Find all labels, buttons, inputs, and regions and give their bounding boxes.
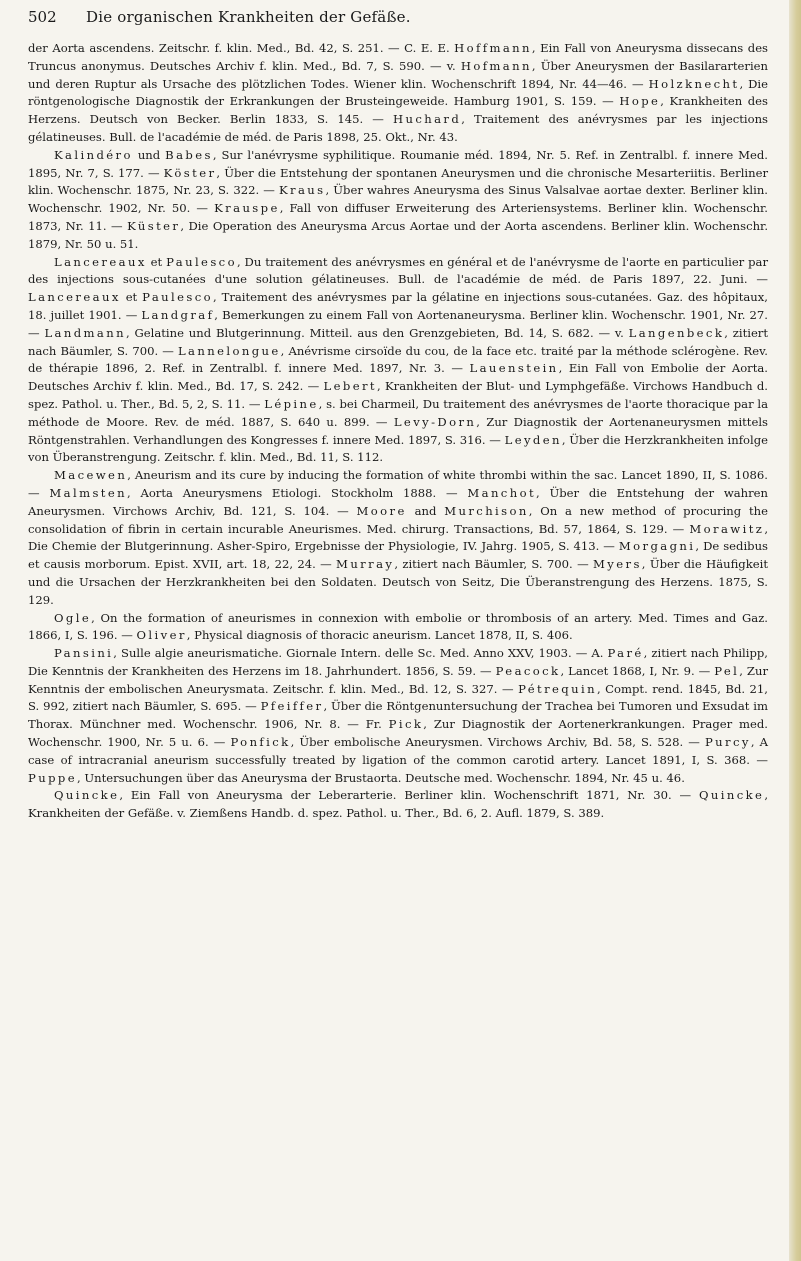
author-name: Huchard bbox=[392, 112, 462, 127]
author-name: Murchison bbox=[444, 503, 529, 518]
author-name: Malmsten bbox=[49, 485, 127, 500]
author-name: Levy-Dorn bbox=[393, 414, 477, 429]
author-name: Lannelongue bbox=[177, 343, 281, 358]
author-name: Oliver bbox=[136, 628, 187, 643]
author-name: Morawitz bbox=[689, 521, 765, 536]
reference-paragraph: Quincke, Ein Fall von Aneurysma der Leberarterie. Berliner klin. Wochenschrift 1871, Nr. 30. — Quincke, Krankheiten der Gefäße. v. Ziemßens Handb. d. spez. Pathol. u. Ther., Bd. 6, 2. Aufl. 1879, S. 389. bbox=[28, 788, 768, 821]
author-name: Lauenstein bbox=[469, 361, 559, 376]
author-name: Moore bbox=[356, 503, 407, 518]
bibliography-text bbox=[28, 40, 768, 823]
author-name: Manchot bbox=[467, 485, 537, 500]
author-name: Lépine bbox=[264, 396, 319, 411]
page-number: 502 bbox=[28, 8, 57, 26]
reference-paragraph: Lancereaux et Paulesco, Du traitement des anévrysmes en général et de l'anévrysme de l'aorte en particulier par des injections sous-cutanées d'une solution gélatineuses. Bull. de l'académie de méd. de Paris 1897, 22. Juni. — Lancereaux et Paulesco, Traitement des anévrysmes par la gélatine en injections sous-cutanées. Gaz. des hôpitaux, 18. juillet 1901. — Landgraf, Bemerkungen zu einem Fall von Aortenaneurysma. Berliner klin. Wochenschr. 1901, Nr. 27. — Landmann, Gelatine und Blutgerinnung. Mitteil. aus den Grenzgebieten, Bd. 14, S. 682. — v. Langenbeck, zitiert nach Bäumler, S. 700. — Lannelongue, Anévrisme cirsoïde du cou, de la face etc. traité par la méthode sclérogène. Rev. de thérapie 1896, 2. Ref. in Zentralbl. f. innere Med. 1897, Nr. 3. — Lauenstein, Ein Fall von Embolie der Aorta. Deutsches Archiv f. klin. Med., Bd. 17, S. 242. — Lebert, Krankheiten der Blut- und Lymphgefäße. Virchows Handbuch d. spez. Pathol. u. Ther., Bd. 5, 2, S. 11. — Lépine, s. bei Charmeil, Du traitement des anévrysmes de l'aorte thoracique par la méthode de Moore. Rev. de méd. 1887, S. 640 u. 899. — Levy-Dorn, Zur Diagnostik der Aortenaneurysmen mittels Röntgenstrahlen. Verhandlungen des Kongresses f. innere Med. 1897, S. 316. — Leyden, Über die Herzkrankheiten infolge von Überanstrengung. Zeitschr. f. klin. Med., Bd. 11, S. 112. bbox=[28, 254, 769, 465]
author-name: Hofmann bbox=[460, 58, 532, 73]
author-name: Pick bbox=[388, 717, 424, 732]
author-name: Lebert bbox=[323, 379, 377, 394]
author-name: Morgagni bbox=[618, 539, 696, 554]
author-name: Murray bbox=[336, 557, 395, 572]
page-edge bbox=[789, 0, 801, 1261]
author-name: Holzknecht bbox=[648, 76, 740, 91]
running-header bbox=[28, 2, 768, 32]
author-name: Krauspe bbox=[214, 201, 280, 216]
author-name: Küster bbox=[127, 218, 181, 233]
author-name: Babes bbox=[165, 147, 213, 162]
author-name: Landgraf bbox=[141, 307, 215, 322]
reference-paragraph: Pansini, Sulle algie aneurismatiche. Giornale Intern. delle Sc. Med. Anno XXV, 1903. — A. Paré, zitiert nach Philipp, Die Kenntnis der Krankheiten des Herzens im 18. Jahrhundert. 1856, S. 59. — Peacock, Lancet 1868, I, Nr. 9. — Pel, Zur Kenntnis der embolischen Aneurysmata. Zeitschr. f. klin. Med., Bd. 12, S. 327. — Pétrequin, Compt. rend. 1845, Bd. 21, S. 992, zitiert nach Bäumler, S. 695. — Pfeiffer, Über die Röntgenuntersuchung der Trachea bei Tumoren und Exsudat im Thorax. Münchner med. Wochenschr. 1906, Nr. 8. — Fr. Pick, Zur Diagnostik der Aortenerkrankungen. Prager med. Wochenschr. 1900, Nr. 5 u. 6. — Ponfick, Über embolische Aneurysmen. Virchows Archiv, Bd. 58, S. 528. — Purcy, A case of intracranial aneurism successfully treated by ligation of the common carotid artery. Lancet 1891, I, S. 368. — Puppe, Untersuchungen über das Aneurysma der Brustaorta. Deutsche med. Wochenschr. 1894, Nr. 45 u. 46. bbox=[28, 646, 769, 785]
reference-paragraph: der Aorta ascendens. Zeitschr. f. klin. Med., Bd. 42, S. 251. — C. E. E. Hoffmann, Ein Fall von Aneurysma dissecans des Truncus anonymus. Deutsches Archiv f. klin. Med., Bd. 7, S. 590. — v. Hofmann, Über Aneurysmen der Basilararterien und deren Ruptur als Ursache des plötzlichen Todes. Wiener klin. Wochenschrift 1894, Nr. 44—46. — Holzknecht, Die röntgenologische Diagnostik der Erkrankungen der Brusteingeweide. Hamburg 1901, S. 159. — Hope, Krankheiten des Herzens. Deutsch von Becker. Berlin 1833, S. 145. — Huchard, Traitement des anévrysmes par les injections gélatineuses. Bull. de l'académie de méd. de Paris 1898, 25. Okt., Nr. 43. bbox=[28, 41, 768, 144]
reference-paragraph: Ogle, On the formation of aneurismes in connexion with embolie or thrombosis of an artery. Med. Times and Gaz. 1866, I, S. 196. — Oliver, Physical diagnosis of thoracic aneurism. Lancet 1878, II, S. 406. bbox=[28, 610, 768, 643]
author-name: Pansini bbox=[54, 646, 114, 661]
author-name: Kalindéro bbox=[54, 147, 133, 162]
author-name: Macewen bbox=[54, 468, 128, 483]
author-name: Pétrequin bbox=[518, 681, 597, 696]
author-name: Myers bbox=[593, 557, 642, 572]
author-name: Paulesco bbox=[142, 290, 213, 305]
author-name: Hope bbox=[619, 94, 661, 109]
author-name: Köster bbox=[163, 165, 217, 180]
author-name: Quincke bbox=[54, 788, 120, 803]
author-name: Peacock bbox=[495, 663, 561, 678]
author-name: Pel bbox=[714, 663, 740, 678]
author-name: Leyden bbox=[504, 432, 562, 447]
author-name: Paulesco bbox=[166, 254, 237, 269]
author-name: Quincke bbox=[698, 788, 765, 803]
author-name: Lancereaux bbox=[54, 254, 147, 269]
author-name: Ponfick bbox=[230, 735, 291, 750]
reference-paragraph: Kalindéro und Babes, Sur l'anévrysme syphilitique. Roumanie méd. 1894, Nr. 5. Ref. in Zentralbl. f. innere Med. 1895, Nr. 7, S. 177. — Köster, Über die Entstehung der spontanen Aneurysmen und die chronische Mesarteriitis. Berliner klin. Wochenschr. 1875, Nr. 23, S. 322. — Kraus, Über wahres Aneurysma des Sinus Valsalvae aortae dexter. Berliner klin. Wochenschr. 1902, Nr. 50. — Krauspe, Fall von diffuser Erweiterung des Arteriensystems. Berliner klin. Wochenschr. 1873, Nr. 11. — Küster, Die Operation des Aneurysma Arcus Aortae und der Aorta ascendens. Berliner klin. Wochenschr. 1879, Nr. 50 u. 51. bbox=[28, 147, 769, 251]
author-name: Langenbeck bbox=[628, 325, 725, 340]
author-name: Pfeiffer bbox=[260, 699, 324, 714]
author-name: Paré bbox=[607, 646, 644, 661]
author-name: Ogle bbox=[54, 610, 92, 625]
running-title: Die organischen Krankheiten der Gefäße. bbox=[86, 8, 411, 26]
reference-paragraph: Macewen, Aneurism and its cure by inducing the formation of white thrombi within the sac. Lancet 1890, II, S. 1086. — Malmsten, Aorta Aneurysmens Etiologi. Stockholm 1888. — Manchot, Über die Entstehung der wahren Aneurysmen. Virchows Archiv, Bd. 121, S. 104. — Moore and Murchison, On a new method of procuring the consolidation of fibrin in certain incurable Aneurismes. Med. chirurg. Transactions, Bd. 57, 1864, S. 129. — Morawitz, Die Chemie der Blutgerinnung. Asher-Spiro, Ergebnisse der Physiologie, IV. Jahrg. 1905, S. 413. — Morgagni, De sedibus et causis morborum. Epist. XVII, art. 18, 22, 24. — Murray, zitiert nach Bäumler, S. 700. — Myers, Über die Häufigkeit und die Ursachen der Herzkrankheiten bei den Soldaten. Deutsch von Seitz, Die Überanstrengung des Herzens. 1875, S. 129. bbox=[28, 468, 769, 607]
author-name: Lancereaux bbox=[28, 290, 121, 305]
author-name: Puppe bbox=[28, 770, 77, 785]
author-name: Landmann bbox=[44, 325, 126, 340]
author-name: Hoffmann bbox=[454, 41, 532, 55]
author-name: Kraus bbox=[278, 183, 326, 198]
author-name: Purcy bbox=[704, 735, 751, 750]
